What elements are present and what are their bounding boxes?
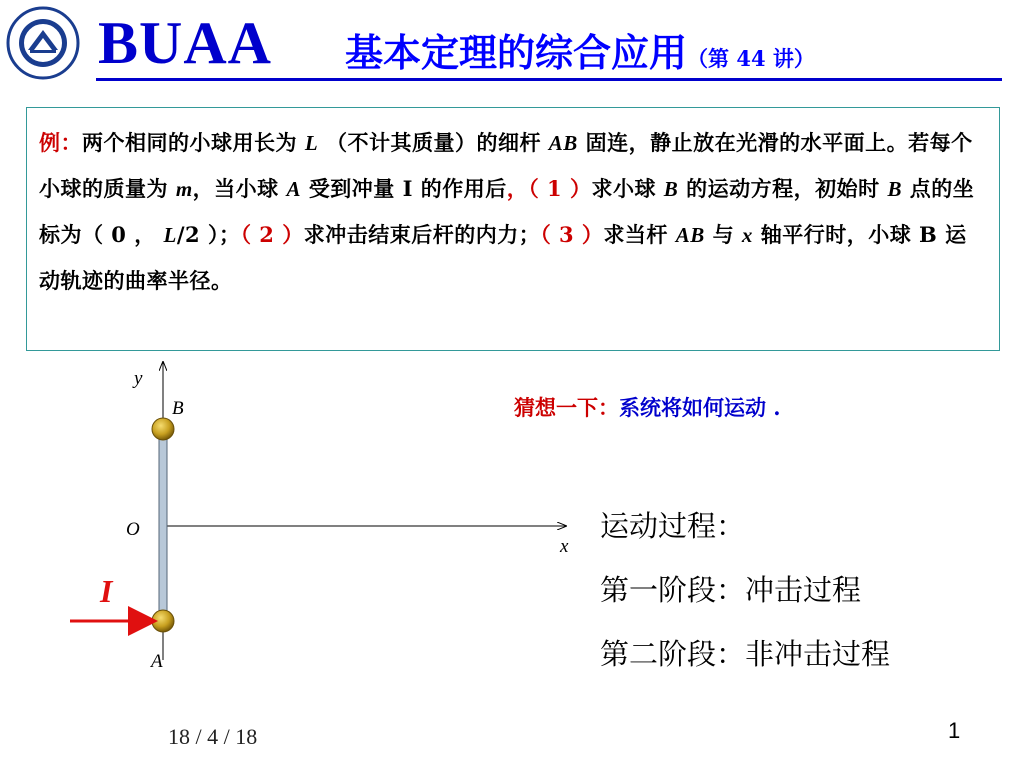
problem-text: 与 (704, 222, 742, 247)
x-axis-label: x (560, 536, 569, 557)
rod-AB (159, 428, 167, 620)
ball-A (152, 610, 174, 632)
y-axis-label: y (134, 368, 143, 389)
example-label: 例： (39, 130, 82, 155)
problem-text: 轴平行时，小球 B 运动轨迹的曲率半径。 (39, 222, 967, 293)
problem-text: ，当小球 (192, 176, 287, 201)
var-m: m (175, 177, 193, 201)
impulse-label: I (100, 573, 113, 609)
process-stage-1: 第一阶段：冲击过程 (600, 573, 862, 607)
problem-text: 受到冲量 I 的作用后 (300, 176, 507, 201)
process-stage-2: 第二阶段：非冲击过程 (600, 637, 891, 671)
part-3-label: （ 3 ） (540, 222, 604, 247)
problem-text: （不计其质量）的细杆 (318, 130, 549, 155)
part-2-label: （ 2 ） (240, 222, 304, 247)
var-AB: AB (548, 131, 578, 155)
var-B: B (663, 177, 679, 201)
origin-label: O (126, 519, 140, 540)
ball-B (152, 418, 174, 440)
var-L: L (163, 223, 177, 247)
motion-process (600, 494, 890, 686)
problem-text: /2 ）； (176, 222, 241, 247)
var-x: x (741, 223, 753, 247)
var-L: L (304, 131, 319, 155)
problem-text: 点的坐标为（ 0 ， (39, 176, 975, 247)
guess-prompt (514, 392, 781, 422)
slide-number: 1 (948, 718, 961, 743)
guess-prefix: 猜想一下： (514, 395, 619, 420)
slide-title (345, 22, 815, 77)
var-A: A (286, 177, 301, 201)
ball-B-label: B (172, 398, 184, 419)
problem-statement-box (26, 107, 1000, 351)
brand-name: BUAA (98, 10, 273, 76)
problem-text: 求当杆 (603, 222, 676, 247)
part-1-label: ，（ 1 ） (506, 176, 592, 201)
problem-text: 两个相同的小球用长为 (82, 130, 305, 155)
problem-text: 求小球 (591, 176, 664, 201)
var-B: B (887, 177, 902, 201)
university-seal-logo (6, 6, 80, 80)
problem-text: 的运动方程，初始时 (678, 176, 888, 201)
header-divider (96, 78, 1002, 81)
ball-A-label: A (151, 651, 163, 672)
lecture-number: （第 44 讲） (687, 46, 815, 71)
problem-text: 固连，静止放在光滑的水平面上。若每个小球的质量为 (39, 130, 973, 201)
rod-diagram (0, 360, 600, 680)
slide-date: 18 / 4 / 18 (168, 724, 258, 749)
process-heading: 运动过程： (600, 509, 746, 543)
slide-title-main: 基本定理的综合应用 (345, 30, 688, 75)
guess-question: 系统将如何运动 . (619, 395, 781, 420)
problem-text: 求冲击结束后杆的内力； (303, 222, 541, 247)
var-AB: AB (675, 223, 705, 247)
